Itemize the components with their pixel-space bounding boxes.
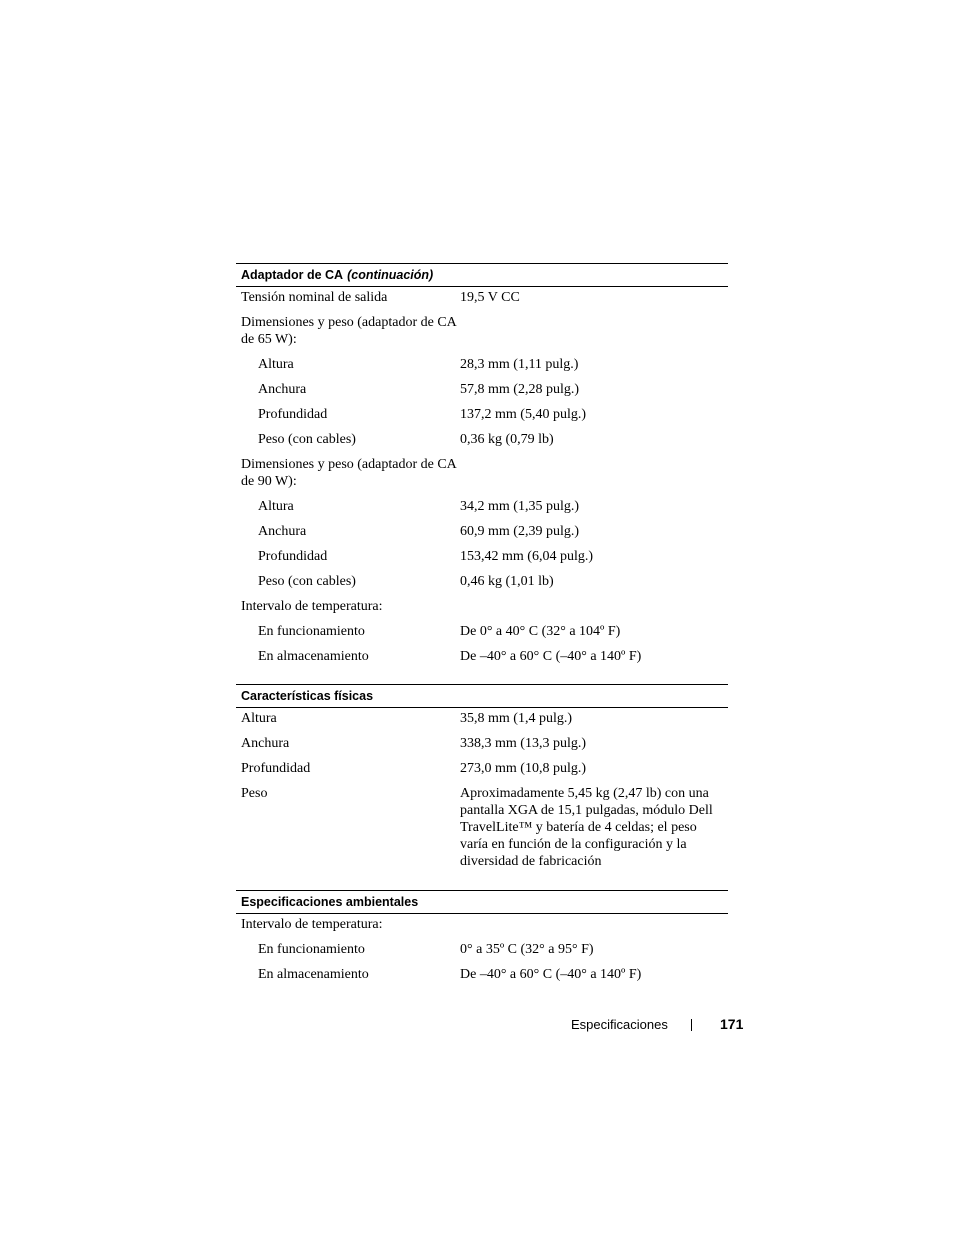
spec-value: 137,2 mm (5,40 pulg.) [460,407,586,422]
page-footer [0,1015,954,1035]
spec-row [236,760,728,785]
spec-label: Peso (con cables) [258,574,356,589]
spec-row [236,573,728,598]
spec-value: 60,9 mm (2,39 pulg.) [460,524,579,539]
spec-value: 273,0 mm (10,8 pulg.) [460,761,586,776]
spec-row [236,710,728,735]
spec-row [236,314,728,356]
spec-label: Intervalo de temperatura: [241,917,383,932]
footer-chapter-title: Especificaciones [571,1017,668,1032]
spec-label: En funcionamiento [258,624,365,639]
section-header [236,263,728,287]
spec-value: De –40° a 60° C (–40° a 140º F) [460,649,642,664]
spec-label: Peso [241,786,268,801]
spec-label: Tensión nominal de salida [241,290,388,305]
section-environmental [236,890,728,991]
spec-value: 34,2 mm (1,35 pulg.) [460,499,579,514]
spec-row [236,356,728,381]
spec-value: 153,42 mm (6,04 pulg.) [460,549,593,564]
spec-label: Intervalo de temperatura: [241,599,383,614]
spec-label: Dimensiones y peso (adaptador de CA de 90 W): [241,457,457,489]
spec-row [236,381,728,406]
spec-label: Dimensiones y peso (adaptador de CA de 65 W): [241,315,457,347]
section-title-continuation: (continuación) [347,268,434,282]
section-header [236,890,728,914]
spec-label: Anchura [241,736,290,751]
spec-label: Profundidad [258,407,328,422]
spec-label: En almacenamiento [258,967,369,982]
spec-value: 0,46 kg (1,01 lb) [460,574,554,589]
spec-row [236,406,728,431]
spec-label: Profundidad [258,549,328,564]
page-number: 171 [720,1016,744,1032]
section-title: Especificaciones ambientales [241,895,419,909]
spec-value: 338,3 mm (13,3 pulg.) [460,736,586,751]
spec-label: En almacenamiento [258,649,369,664]
spec-row [236,598,728,623]
spec-value: De –40° a 60° C (–40° a 140º F) [460,967,642,982]
spec-label: Anchura [258,382,307,397]
spec-value: De 0° a 40° C (32° a 104º F) [460,624,621,639]
spec-value [460,916,724,933]
spec-value: 19,5 V CC [460,290,520,305]
spec-label: Altura [258,357,294,372]
spec-label: En funcionamiento [258,942,365,957]
spec-value: 28,3 mm (1,11 pulg.) [460,357,579,372]
spec-label: Anchura [258,524,307,539]
spec-rows [236,708,728,878]
spec-row [236,941,728,966]
spec-value: 57,8 mm (2,28 pulg.) [460,382,579,397]
spec-value: 35,8 mm (1,4 pulg.) [460,711,572,726]
spec-row [236,431,728,456]
spec-row [236,966,728,991]
spec-value [460,598,724,615]
spec-row [236,456,728,498]
spec-rows [236,914,728,991]
spec-row [236,623,728,648]
section-title: Adaptador de CA [241,268,344,282]
section-ac-adapter [236,263,728,673]
spec-label: Altura [258,499,294,514]
spec-row [236,916,728,941]
footer-separator [691,1019,692,1031]
spec-value: 0,36 kg (0,79 lb) [460,432,554,447]
spec-rows [236,287,728,673]
spec-row [236,735,728,760]
spec-value [460,314,724,348]
section-physical [236,684,728,878]
spec-value: Aproximadamente 5,45 kg (2,47 lb) con una pantalla XGA de 15,1 pulgadas, módulo Dell TravelLite™ y batería de 4 celdas; el peso varía en función de la configuración y la diversidad de fabricación [460,786,713,869]
spec-label: Peso (con cables) [258,432,356,447]
spec-row [236,289,728,314]
spec-label: Altura [241,711,277,726]
spec-row [236,498,728,523]
section-header [236,684,728,708]
spec-row [236,548,728,573]
spec-row [236,648,728,673]
spec-row [236,785,728,878]
spec-value [460,456,724,490]
spec-label: Profundidad [241,761,311,776]
section-title: Características físicas [241,689,374,703]
spec-row [236,523,728,548]
spec-value: 0° a 35º C (32° a 95° F) [460,942,594,957]
